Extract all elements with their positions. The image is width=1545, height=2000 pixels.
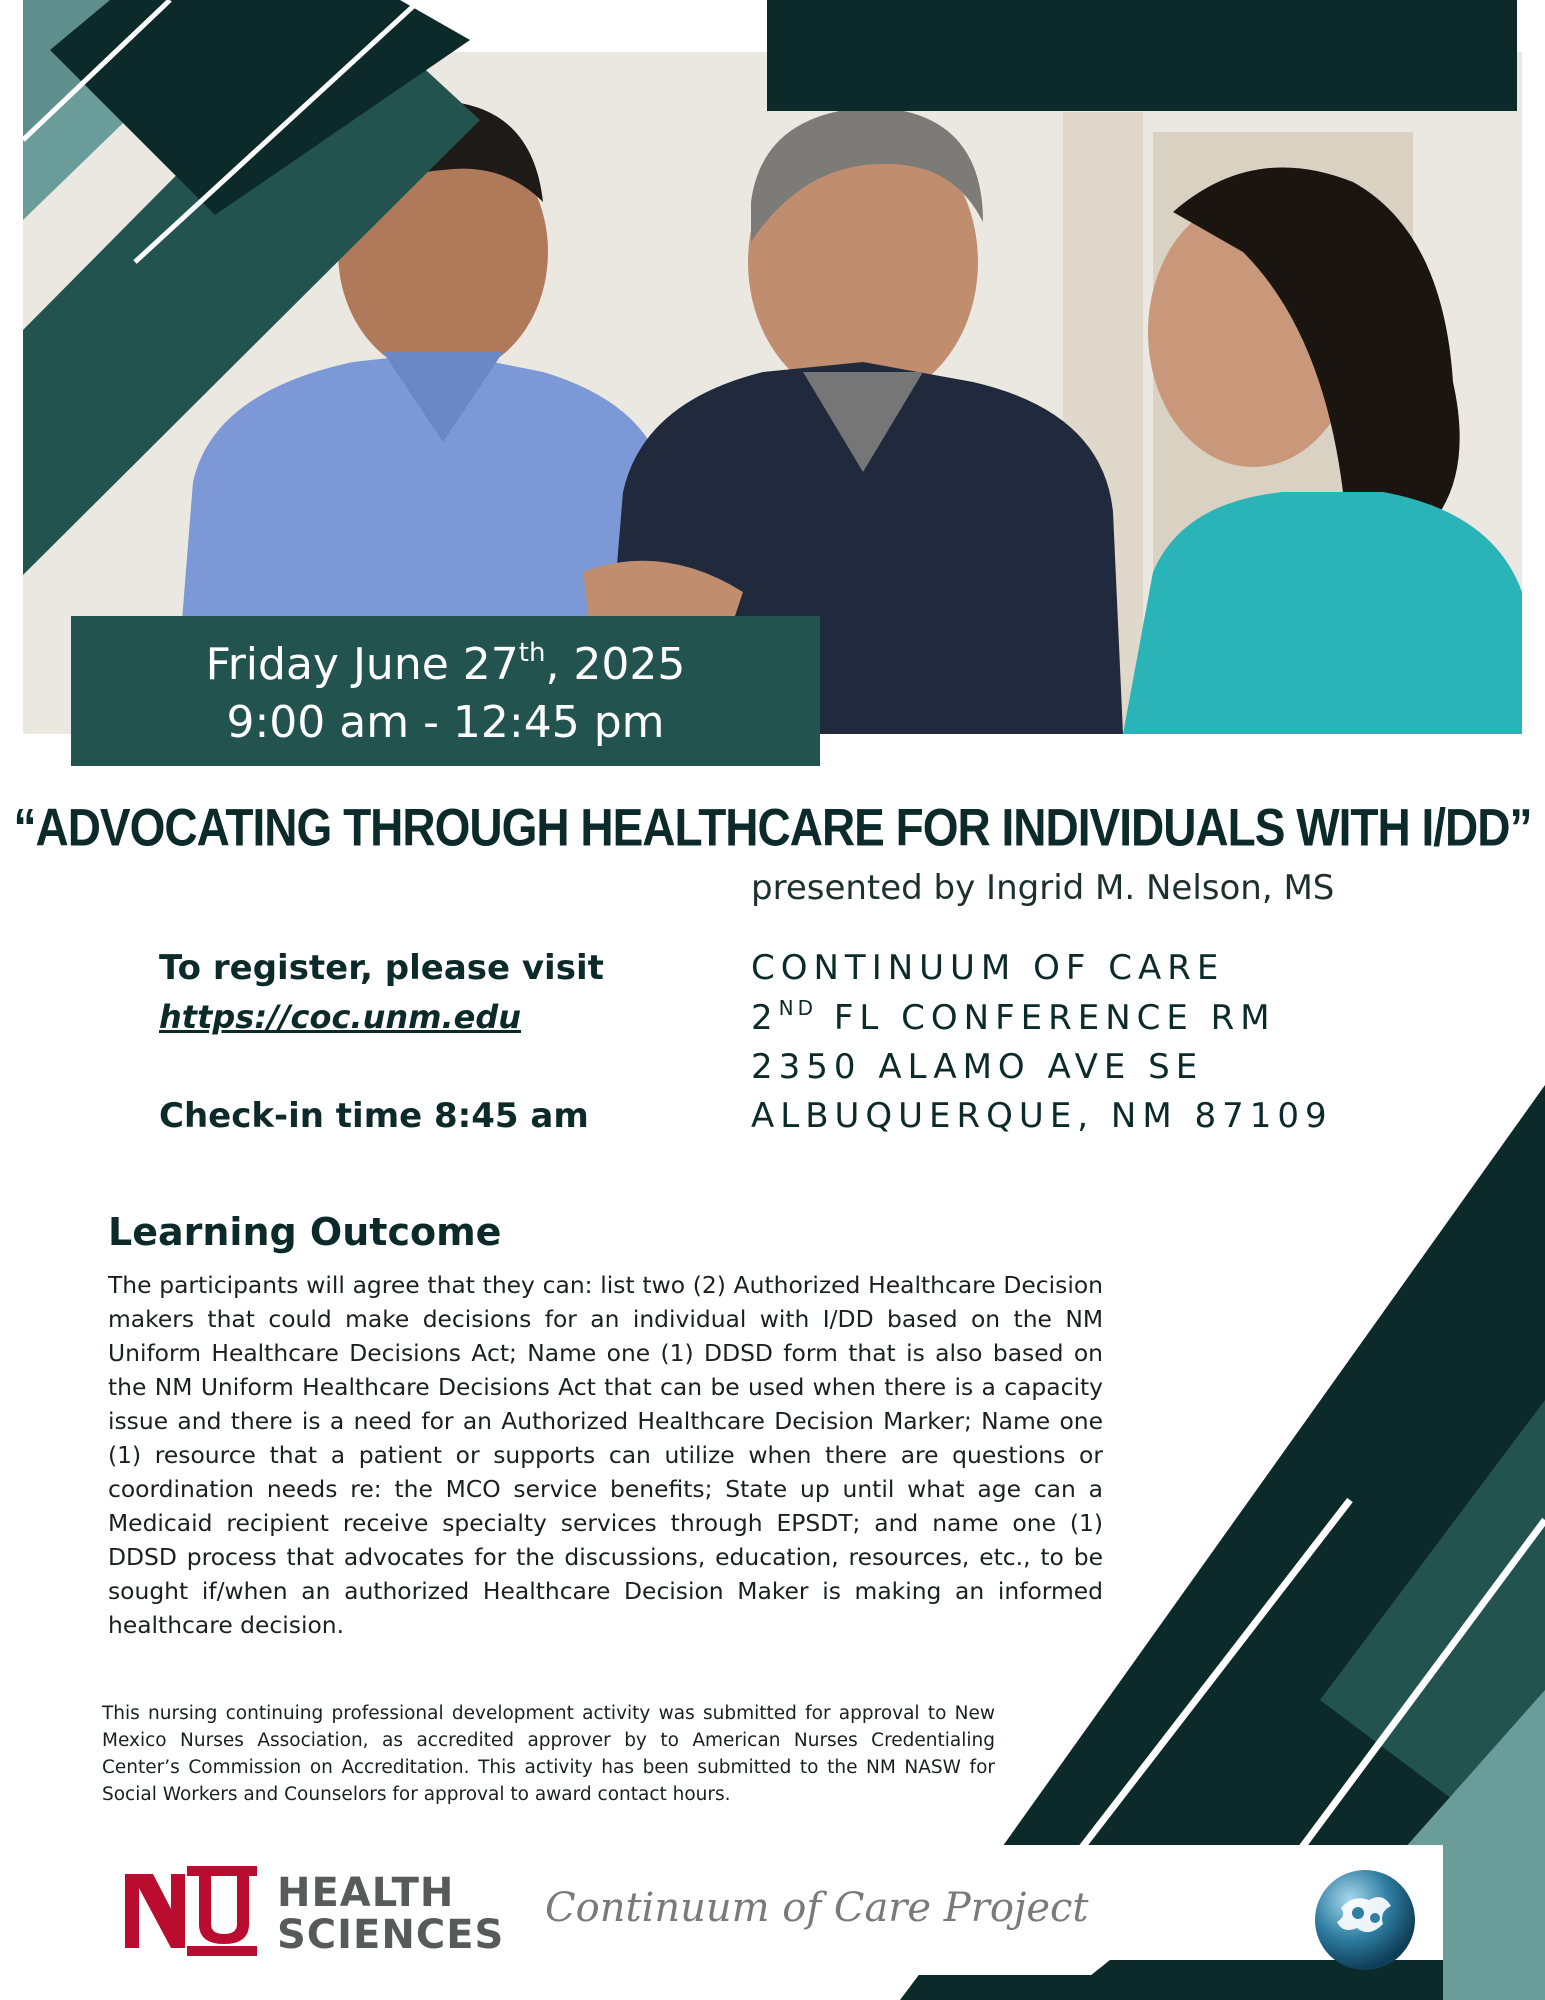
learning-outcome-heading: Learning Outcome bbox=[108, 1210, 502, 1254]
register-link[interactable]: https://coc.unm.edu bbox=[159, 998, 522, 1036]
continuum-of-care-project: Continuum of Care Project bbox=[545, 1885, 1089, 1931]
register-prompt: To register, please visit bbox=[159, 948, 604, 988]
event-time: 9:00 am - 12:45 pm bbox=[226, 697, 665, 748]
unm-logo bbox=[125, 1866, 260, 1960]
event-date: Friday June 27th, 2025 bbox=[205, 638, 686, 690]
health-sciences-text: HEALTH SCIENCES bbox=[277, 1870, 505, 1958]
location-line-1: CONTINUUM OF CARE bbox=[751, 948, 1225, 988]
location-line-3: 2350 ALAMO AVE SE bbox=[751, 1047, 1204, 1087]
accreditation-disclaimer: This nursing continuing professional development activity was submitted for approval to New Mexico Nurses Association, as accredited approver by to American Nurses Credentialing Center’s Commission on Accreditation. This activity has been submitted to the NM NASW for Social Workers and Counselors for approval to award contact hours. bbox=[102, 1703, 995, 1805]
globe-icon bbox=[1313, 1868, 1418, 1977]
location-line-4: ALBUQUERQUE, NM 87109 bbox=[751, 1096, 1333, 1136]
presenter: presented by Ingrid M. Nelson, MS bbox=[751, 868, 1335, 908]
location-line-2: 2ND FL CONFERENCE RM bbox=[751, 996, 1276, 1038]
checkin-time: Check-in time 8:45 am bbox=[159, 1096, 589, 1136]
unm-logo-icon bbox=[125, 1866, 260, 1956]
event-title: “ADVOCATING THROUGH HEALTHCARE FOR INDIVIDUALS WITH I/DD” bbox=[13, 797, 1532, 857]
learning-outcome-body: The participants will agree that they can: list two (2) Authorized Healthcare Decision makers that could make decisions for an individual with I/DD based on the NM Uniform Healthcare Decisions Act; Name one (1) DDSD form that is also based on the NM Uniform Healthcare Decisions Act that can be used when there is a capacity issue and there is a need for an Authorized Healthcare Decision Marker; Name one (1) resource that a patient or supports can utilize when there are questions or coordination needs re: the MCO service benefits; State up until what age can a Medicaid recipient receive specialty services through EPSDT; and name one (1) DDSD process that advocates for the discussions, education, resources, etc., to be sought if/when an authorized Healthcare Decision Maker is making an informed healthcare decision. bbox=[108, 1271, 1103, 1639]
date-banner bbox=[71, 616, 820, 766]
